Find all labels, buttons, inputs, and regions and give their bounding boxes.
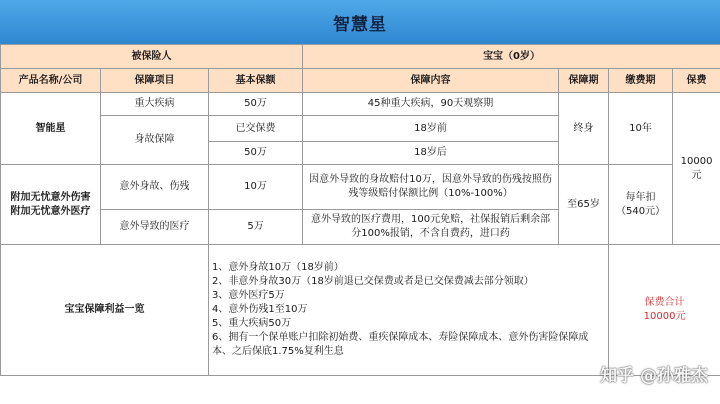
cell-item: 身故保障: [101, 116, 209, 165]
watermark: 知乎 @孙雅杰: [600, 366, 708, 386]
column-header-row: [1, 69, 720, 93]
cell-rider-pay: [609, 165, 673, 245]
rider-name-1: 附加无忧意外伤害: [10, 191, 91, 203]
cell-main-pay: 10年: [609, 93, 673, 165]
column-header: 保障项目: [101, 69, 209, 93]
cell-rider-term: 至65岁: [559, 165, 609, 245]
cell-amount: 已交保费: [209, 116, 303, 142]
insured-value: 宝宝（0岁）: [303, 45, 720, 69]
column-header: 基本保额: [209, 69, 303, 93]
rider-name: [1, 165, 101, 245]
cell-content: 18岁前: [303, 116, 559, 142]
list-item: 1、意外身故10万（18岁前）: [212, 262, 344, 273]
column-header: 缴费期: [609, 69, 673, 93]
cell-content: 18岁后: [303, 142, 559, 165]
cell-main-term: 终身: [559, 93, 609, 165]
cell-amount: 50万: [209, 142, 303, 165]
total-value: 10000元: [643, 311, 686, 322]
rider-pay-line-1: 每年扣: [625, 191, 656, 203]
insured-label: 被保险人: [1, 45, 303, 69]
cell-content: 因意外导致的身故赔付10万，因意外导致的伤残按照伤残等级赔付保额比例（10%-100%）: [303, 165, 559, 210]
table-row: [1, 165, 720, 210]
column-header: 保障内容: [303, 69, 559, 93]
list-item: 5、重大疾病50万: [212, 318, 292, 329]
rider-name-2: 附加无忧意外医疗: [10, 205, 91, 217]
summary-row: [1, 245, 720, 376]
page-title: 智慧星: [0, 0, 720, 44]
summary-total: [609, 245, 720, 376]
cell-item: 意外导致的医疗: [101, 210, 209, 245]
insurance-table: [0, 44, 720, 376]
list-item: 2、非意外身故30万（18岁前退已交保费或者是已交保费减去部分领取）: [212, 276, 534, 287]
column-header: 保障期: [559, 69, 609, 93]
insured-row: [1, 45, 720, 69]
total-label: 保费合计: [644, 297, 685, 308]
column-header: 保费: [673, 69, 720, 93]
cell-item: 重大疾病: [101, 93, 209, 116]
cell-amount: 5万: [209, 210, 303, 245]
cell-content: 意外导致的医疗费用，100元免赔，社保报销后剩余部分100%报销，不含自费药，进口药: [303, 210, 559, 245]
list-item: 3、意外医疗5万: [212, 290, 285, 301]
cell-content: 45种重大疾病，90天观察期: [303, 93, 559, 116]
cell-amount: 50万: [209, 93, 303, 116]
column-header: 产品名称/公司: [1, 69, 101, 93]
cell-premium: 10000元: [673, 93, 720, 245]
cell-item: 意外身故、伤残: [101, 165, 209, 210]
summary-list: [209, 245, 609, 376]
list-item: 4、意外伤残1至10万: [212, 304, 308, 315]
rider-pay-line-2: （540元）: [615, 205, 666, 217]
summary-label: 宝宝保障利益一览: [1, 245, 209, 376]
cell-amount: 10万: [209, 165, 303, 210]
table-row: [1, 93, 720, 116]
product-main-name: 智能星: [1, 93, 101, 165]
list-item: 6、拥有一个保单账户扣除初始费、重疾保障成本、寿险保障成本、意外伤害险保障成本、之后保底1.75%复利生息: [212, 332, 589, 357]
